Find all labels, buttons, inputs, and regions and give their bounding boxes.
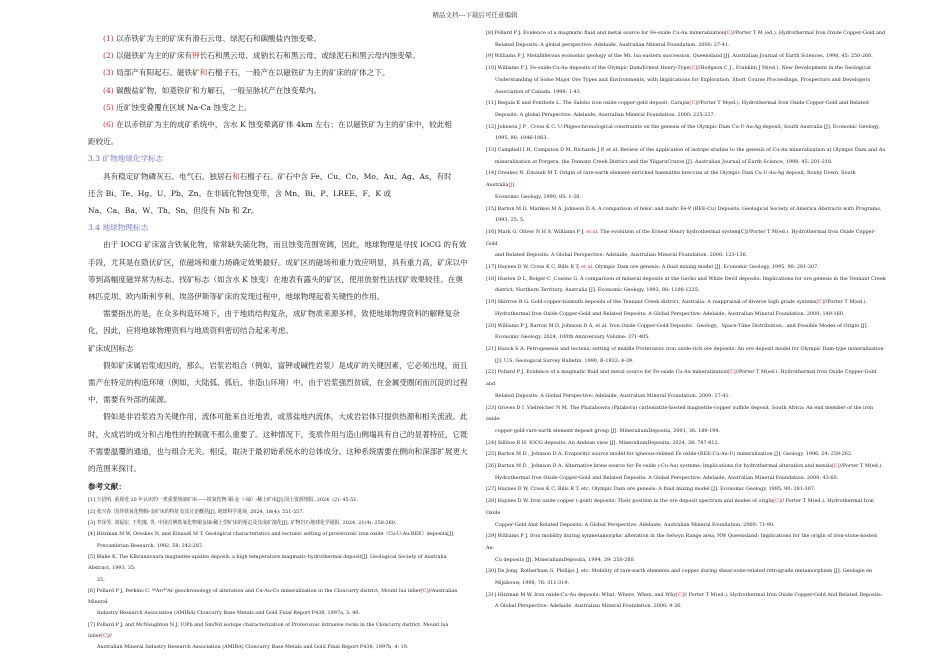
text-fragment: Related Deposits: A Global Perspective: Adelaide, Australian Mineral Foundation. 2000: 27-41.	[495, 392, 731, 399]
text-fragment: [C]	[832, 463, 840, 470]
text-fragment: [2] 张兴春. 国外铁氧化物铜-金矿床的特征及其讨论概括[J]. 地球科学进展, 2024, 18(4): 551-557.	[88, 508, 304, 515]
text-fragment: [23] Groves D I ,Vielreicher N M. The Phalabowra (Palabora) carbonatite-hosted magnetite-copper sulfide deposit, South Africa: An end member of the iron oxide-	[486, 404, 874, 423]
text-fragment: [4] Hitzman M W, Oreskes N, and Einaudi M T. Geological characteristics and tectonic setting of proterozoic iron oxide（Cu-U-Au-REE）deposits[J].	[88, 531, 455, 538]
reference-entry	[486, 262, 886, 274]
text-fragment: [C]	[728, 369, 736, 376]
text-fragment: 25.	[97, 576, 105, 583]
text-fragment: // Porter T M(ed.). Hydrothermal Iron Oxide	[486, 498, 874, 516]
text-fragment: (1) 以赤铁矿为主的矿床有滑石云母、绿泥石和碳酸盐内蚀变晕。	[103, 34, 322, 43]
section-3-4-paragraph-2: 需要指出的是，在众多构造环境下，由于地质结构复杂，成矿物质来源多样，致使地球物理资料的解释复杂化，因此，应将地球物理资料与地质资料密切结合起来考虑。	[88, 309, 460, 336]
text-fragment: 和	[199, 68, 208, 78]
text-fragment: [27] Haynes D W, Cross K C, Bills R T, etc. Olympic Dam ore genesis: A fluid mixing model [J]. Economic Geology, 1995, 90: 281-307.	[486, 486, 816, 493]
reference-entry	[486, 531, 886, 566]
text-fragment: 钾	[192, 51, 200, 61]
text-fragment: [8] Pollard P J. Evidence of a magmatic fluid and metal source for Fe-oxide Cu-Au mineralization	[486, 30, 725, 36]
reference-entry	[486, 51, 886, 63]
text-fragment: [31] Hitzman M W. Iron oxide-Cu-Au deposits: What, Where, When, and Why	[486, 591, 677, 598]
reference-entry	[88, 586, 468, 620]
text-fragment: Related Deposits: A global perspective: Adelaide, Australian Mineral Foundation. 2000: 27-41.	[495, 41, 730, 48]
text-fragment: (5) 近矿蚀变叠覆在区域 Na-Ca 蚀变之上。	[103, 102, 252, 112]
references-list-right	[486, 28, 886, 613]
text-fragment: [5] Blake K, The KIbranavaara magnetite-apatite deposit: a high temperature magmatic-hydrothermal deposit[J]. Geological Society of Australia Abstract, 1993, 35:	[88, 553, 447, 572]
text-fragment: [3] 李泽琴, 刘福宏, 王奖瑰, 等. 中国首例铁氧化物铜金铀-稀土型矿床的厘定及其成矿演化[J]. 矿物岩石地球化学通报, 2024, 21(4): 258-260.	[88, 520, 397, 527]
text-fragment: [J]. U.S. Geological Survey Bulletin, 1990, B-1932: 4-39.	[495, 357, 634, 364]
reference-entry	[486, 496, 886, 531]
text-fragment: 1995, 90: 1046-1063.	[495, 135, 549, 142]
text-fragment: (2) 以磁铁矿为主的矿床有	[103, 51, 193, 61]
text-fragment: [1] 王招明. 重视近 20 年认识的一类重要热液矿床——铁氧化物-铜-金（-铀）-稀土矿床[J].国土资源情报, 2024, (2): 45-51.	[88, 497, 359, 504]
text-fragment: 具有稳定矿物磷灰石、电气石、独居石	[103, 171, 233, 181]
section-3-4-heading: 3.4 地球物理标志	[88, 223, 149, 233]
reference-entry	[486, 449, 886, 461]
alteration-item	[88, 64, 468, 81]
text-fragment: [C]	[724, 30, 733, 36]
text-fragment: [17] Haynes D W, Cross K C, Bills R T,	[486, 264, 582, 271]
reference-entry	[486, 344, 886, 367]
section-4-paragraph-1: 假如矿床属岩浆成因的，那么，岩浆岩组合（例如，富钾或碱性岩浆）是成矿的关键因素，它必须出现，而且需产在特定的构造环境（例如，大陆弧、弧后、非造山环境）中。由于岩浆强烈贫硫，在金属受圈闭而沉淀的过程中，需要有外部的硫源。	[88, 360, 468, 405]
text-fragment: [C]	[420, 587, 429, 594]
reference-entry	[486, 484, 886, 496]
reference-entry	[88, 495, 468, 506]
text-fragment: [21] Hauck S A. Petrogenesis and tectonic setting of middle Proterozoic iron oxide-rich ore deposits: An ore deposit model for Olympic Dam-type mineralization	[486, 345, 884, 352]
text-fragment: // Porter T M(ed.). Hydrothermal Iron Oxide Copper-Gold And Related Deposits:	[683, 591, 883, 598]
section-3-3-line-2: 还含 Bi、Te、Hg、U、Pb、Zn。在非硫化物蚀变带，含 Mn、Bi、P、LREE、F、K 或	[88, 188, 392, 198]
reference-entry	[486, 438, 886, 450]
alteration-list	[88, 30, 468, 133]
text-fragment: 1993, 25: 5.	[495, 217, 525, 224]
text-fragment: Mijnbouw, 1998, 76: 311-319.	[495, 580, 570, 587]
text-fragment: [J]	[508, 182, 515, 189]
text-fragment: //Hodgson C J , Franklin J M(ed.). New Development in the Geological	[696, 65, 871, 72]
reference-entry	[486, 168, 886, 203]
text-fragment: [14] Oreskes N ,Einaudi M T. Origin of rare-earth element-enriched haematite breccias at the Olympic Dam Cu-U-Au-Ag deposit, Roxby Down, South Australia	[486, 170, 856, 189]
alteration-item	[88, 99, 468, 116]
reference-entry	[486, 227, 886, 262]
section-3-3-line-3: Na、Ca、Ba、W、Th、Sn，但没有 Nb 和 Zr。	[88, 206, 259, 216]
text-fragment: [19] Skirrow R G. Gold-copper-bismuth deposits of the Tennant Creek district, Australia: A reappraisal of diverse high grade systems	[486, 299, 817, 306]
text-fragment: [30] De Jong, Rotherham G, Phillips J, etc. Mobility of rare-earth elements and copper during shear-zone-related retrograde metamorphism [J]. Geologie en	[486, 568, 873, 575]
section-3-4-paragraph-1: 由于 IOCG 矿床富含铁氧化物，常常缺失硫化物，而且蚀变范围宽阔，因此，地球物理是寻找 IOCG 的有效手段，尤其是在隐伏矿区，依磁场和重力场确定效果最好。成矿区的磁场和重力效应明显，具有重力高，矿床以中等到高幅度磁异常为标志。找矿标志（如含水 K 蚀变）在地表有露头的矿区，使用放射性法找矿效果较佳。在奥林匹克坝、欧内斯利亨利、埃洛伊斯等矿床的发现过程中，地球物理起着关键性的作用。	[88, 240, 468, 302]
text-fragment: A Global Perspective: Adelaide, Australian Mineral Foundation. 2000: 9-26.	[495, 603, 682, 610]
text-fragment: Hydrothermal Iron Oxide Copper-Gold and Related Deposits: A Global Perspective: Adelaide, Australian Mineral Foundation. 2000: 149-160.	[495, 310, 845, 317]
text-fragment: //Porter T M(ed.). Hydrothermal Iron Oxide Copper-Gold and	[486, 369, 877, 388]
reference-entry	[486, 145, 886, 168]
text-fragment: [11] Requia K and Fontbote L. The Salobo iron oxide copper-gold deposit, Carajás	[486, 100, 690, 107]
text-fragment: [25] Barton M D , Johnson D A. Evaporitic source model for igneous-related Fe oxide-(REE-Cu-Au-U) mineralization [J]. Geology, 1996, 24: 259-262.	[486, 451, 853, 458]
section-3-3-paragraph	[88, 168, 468, 185]
text-fragment: et al	[581, 264, 593, 271]
text-fragment: . Olympic Dam ore genesis: A fluid mixing model [J]. Economic Geology, 1995, 90: 281-307.	[592, 264, 819, 271]
alteration-item	[88, 82, 468, 99]
text-fragment: 石榴子石，一般产在以磁铁矿为主的矿床的矿体之下。	[207, 68, 390, 78]
references-list-left	[88, 495, 468, 653]
text-fragment: [C]	[773, 498, 781, 505]
text-fragment: et al	[586, 228, 598, 235]
reference-entry	[486, 367, 886, 402]
text-fragment: [20] Williams P J, Barton M D, Johnson D A, et al. Iron Oxide Copper-Gold Deposits：Geology、Space-Time Distribution、and Possible Modes of Origin [J].	[486, 322, 869, 329]
text-fragment: [12] Johnson J P , Cross K C. U-Pbgeochronological constraints on the genesis of the Olympic Dam Cu-U-Au-Ag deposit, South Australia [J]. Economic Geology,	[486, 123, 880, 130]
text-fragment: Association of Canada. 1999: 1-43.	[495, 88, 582, 95]
text-fragment: [18] Huston D L, Bolger C ,Cozens G. A comparison of mineral deposits at the Gecko and White Devil deposits: Implications for ore genesis in the Tennant Creek	[486, 275, 886, 282]
text-fragment: copper-gold-rare earth element deposit group [J]. MineraliumDeposita, 2001, 36: 189-194.	[495, 427, 721, 434]
reference-entry	[486, 122, 886, 145]
text-fragment: Deposits: A global Perspective: Adelaide, Australian Mineral Foundation. 2000: 225-237.	[495, 111, 716, 118]
reference-entry	[88, 552, 468, 586]
references-title: 参考文献：	[88, 482, 126, 492]
text-fragment: Precambrian Research, 1992, 58: 242-287.	[97, 542, 204, 549]
reference-entry	[88, 507, 468, 518]
text-fragment: (4) 碳酸盐矿物，如菱铁矿和方解石，一般呈脉状产在蚀变晕内。	[103, 85, 322, 95]
text-fragment: [24] Sillitoe R H. IOCG deposits: An Andean view [J]. MineraliumDeposita, 2024, 38: 787-812.	[486, 439, 720, 446]
reference-entry	[486, 63, 886, 98]
left-column	[88, 30, 468, 654]
text-fragment: [10] Williams P J. Fe-oxide-Cu-Au deposits of the Olympic Dam/Ernest Henry-Type	[486, 65, 690, 72]
text-fragment: (3) 局部产有阳起石、磁铁矿	[103, 68, 200, 78]
text-fragment: .	[514, 182, 516, 189]
reference-entry	[486, 566, 886, 589]
text-fragment: . The evolution of the Ernest Henry hydrothermal system[C]//Porter T M(ed.). Hydrothermal Iron Oxide Copper-Gold	[486, 228, 876, 247]
text-fragment: //Porter T M (ed.). Hydrothermal Iron Oxide Copper-Gold and	[732, 30, 886, 36]
reference-entry	[88, 620, 468, 654]
text-fragment: Industry Research Association (AMIRA) Cloncurry Base Metals and Gold Final Report P438, 1997a, 3: 40.	[97, 610, 361, 617]
alteration-item	[88, 116, 468, 133]
text-fragment: Cu deposits [J]. MineraliumDeposita, 1994, 29: 250-260.	[495, 556, 636, 563]
text-fragment: 石榴子石。矿石中含 Fe、Cu、Co、Mo、Au、Ag、As，有时	[239, 171, 452, 181]
right-column	[486, 28, 886, 613]
text-fragment: and Related Deposits: A Global Perspective: Adelaide, Australian Mineral Foundation. 2000: 123-136.	[495, 252, 748, 259]
text-fragment: Economic Geology, 1990, 85: 1-28.	[495, 193, 581, 200]
text-fragment: (6) 在以赤铁矿为主的成矿系统中，含水 K 蚀变晕离矿体 4km 左右；在以磁铁矿为主的矿床中，较此相	[103, 120, 452, 130]
text-fragment: //Porter T M(ed.). Hydrothermal Iron Oxide Copper-Gold and Related	[696, 100, 869, 107]
text-fragment: [28] Haynes D W. Iron oxide copper (-gold) deposits: Their position in the ore deposit spectrum and modes of origin	[486, 498, 774, 505]
text-fragment: [C]	[676, 591, 684, 598]
reference-entry	[486, 590, 886, 613]
text-fragment: 长石和黑云母、成钠长石和黑云母、或绿泥石和黑云母内蚀变晕。	[199, 51, 420, 61]
text-fragment: district, Northern Territory, Australia [J]. Economic Geology, 1993, 88: 1198-1225.	[495, 287, 700, 294]
text-fragment: Hydrothermal Iron Oxide Copper-Gold and Related Deposits: A Global Perspective: Adelaide, Australian Mineral Foundation. 2000: 43-60.	[495, 474, 839, 481]
text-fragment: //	[108, 633, 112, 640]
text-fragment: Economic Geology, 2024, 100th Anniversary Volume: 371-405.	[495, 334, 650, 341]
reference-entry	[486, 461, 886, 484]
text-fragment: [26] Barton M D , Johnson D A. Alternative brine source for Fe oxide (-Cu-Au) systems: Implications for hydrothermal alteration and metals	[486, 463, 833, 470]
reference-entry	[486, 321, 886, 344]
section-3-3-heading: 3.3 矿物地球化学标志	[88, 154, 164, 164]
text-fragment: mineralization at Porgera, the Tennant Creek District and the YilgarnCraton [J]. Australian Journal of Earth Science, 1998, 45: 201-218.	[495, 158, 833, 165]
text-fragment: [C]	[816, 299, 824, 306]
text-fragment: [6] Pollard P J, Perkins C. ⁴⁰Ar/³⁹Ar geochronology of alteration and Cu-Au-Co mineralization in the Cloncurry district, Mount Isa inlier	[88, 587, 421, 594]
text-fragment: [15] Barton M D, Marikos M A, Johnson D A. A comparison of felsic and mafic Fe-P (REE-Cu) Deposits. Geological Society of America Abstracts with Programs,	[486, 205, 882, 212]
reference-entry	[88, 518, 468, 529]
text-fragment: //Porter T M(ed.).	[839, 463, 883, 470]
text-fragment: 和	[232, 171, 240, 181]
page-header: 精品文档---下载后可任意编辑	[432, 11, 518, 19]
section-4-heading: 矿床成因标志	[88, 343, 134, 353]
alteration-item	[88, 47, 468, 64]
text-fragment: [16] Mark G, Oliver N H S, Williams P J,	[486, 228, 587, 235]
text-fragment: [C]	[689, 65, 697, 72]
text-fragment: Copper-Gold And Related Deposits: A Global Perspective: Adelaide, Australian Mineral Foundation. 2000: 71-90.	[495, 521, 775, 528]
reference-entry	[486, 28, 886, 51]
reference-entry	[486, 297, 886, 320]
text-fragment: [29] Williams P J. Iron mobility during synmetamorphic alteration in the Selwyn Range area, NW Queensland: Implications for the origin of iron-stone-hosted Au-	[486, 533, 877, 551]
text-fragment: [9] Williams P J, Metalliferous economic geology of the Mt. Isa eastern succession, Queensland [J]. Australian Journal of Earth Sciences, 1998, 45: 250-260.	[486, 53, 873, 60]
text-fragment: Understanding of Some Major Ore Types and Environments, with Implications for Exploration, Short Course Proceedings, Prospectors and Developers	[495, 76, 871, 83]
reference-entry	[486, 204, 886, 227]
text-fragment: //Porter T M(ed.).	[823, 299, 868, 306]
reference-entry	[486, 274, 886, 297]
section-4-paragraph-2: 假如是非岩浆岩为关键作用，流体可能来自近地表，或蒸盐地内流体，大成岩岩体只提供热源和相关流液。此时，火成岩的成分和占地性的控制就不那么重要了。这种情况下，变质作用与造山侧塌具有自己的显著特征，它既不需要温覆的通道，也与组合无关。相反，取决于最初始系统水的总体成分。这种系统需要在侧向和深部扩展更大的范围来探讨。	[88, 412, 468, 474]
text-fragment: //Australian Mineral	[88, 587, 458, 606]
text-fragment: [C]	[689, 100, 697, 107]
reference-entry	[486, 403, 886, 438]
text-fragment: Australian Mineral Industry Research Association (AMIRA) Cloncurry Base Metals and Gold Final Report P438, 1997b, 4: 19.	[97, 644, 409, 651]
text-fragment: [22] Pollard P J. Evidence of a magmatic fluid and metal source for Fe-oxide Cu-Au mineralization	[486, 369, 729, 376]
text-fragment: [7] Pollard P J. and McNaughton N J. U/Pb and Sm/Nd isotope characterization of Proterozoic intrusive rocks in the Cloncurry district, Mount Isa inlier	[88, 621, 449, 640]
reference-entry	[88, 529, 468, 552]
reference-entry	[486, 98, 886, 121]
text-fragment: [13] Campbell I H, Compston D M, Richards J P, et al. Review of the application of isotope studies to the genesis of Cu-Au mineralization at Olympic Dam and Au	[486, 147, 886, 154]
alteration-item	[88, 30, 468, 47]
item6-continuation: 距较近。	[88, 137, 119, 147]
text-fragment: [C]	[101, 633, 109, 640]
